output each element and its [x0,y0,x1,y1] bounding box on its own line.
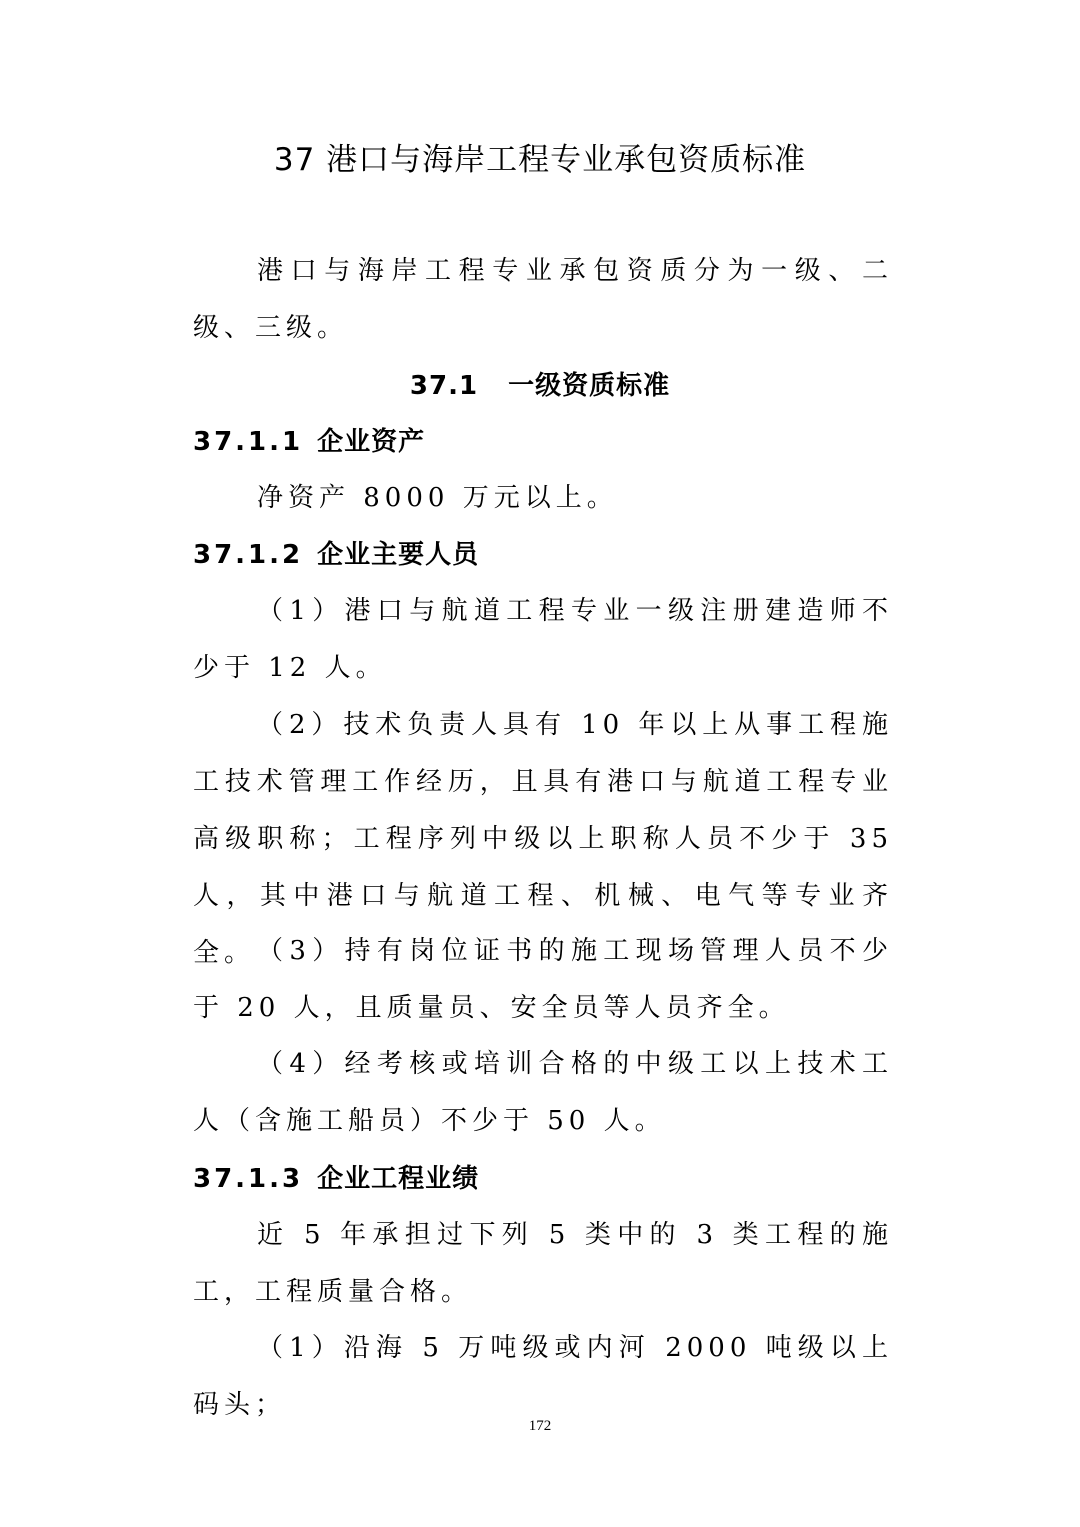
subsection-number: 37.1.3 [193,1164,304,1194]
page-number: 172 [528,1418,552,1434]
subsection-number: 37.1.1 [193,427,304,457]
page-title: 37 港口与海岸工程专业承包资质标准 [273,142,807,178]
section-title: 一级资质标准 [508,371,671,401]
paragraph: 净资产 8000 万元以上。 [257,483,618,513]
paragraph: （4）经考核或培训合格的中级工以上技术工人（含施工船员）不少于 50 人。 [193,1049,893,1136]
paragraph: （2）技术负责人具有 10 年以上从事工程施工技术管理工作经历，且具有港口与航道工程专业高级职称；工程序列中级以上职称人员不少于 35 人，其中港口与航道工程、机械、电气等专业齐全。 [193,710,893,968]
subsection-number: 37.1.2 [193,540,304,570]
intro-paragraph: 港口与海岸工程专业承包资质分为一级、二级、三级。 [193,256,893,343]
paragraph: 近 5 年承担过下列 5 类中的 3 类工程的施工，工程质量合格。 [193,1220,893,1307]
subsection-heading-assets [193,420,893,464]
subsection-heading-personnel [193,533,893,577]
paragraph: （1）沿海 5 万吨级或内河 2000 吨级以上码头； [193,1333,893,1420]
subsection-title: 企业资产 [317,427,426,457]
subsection-title: 企业工程业绩 [317,1164,480,1194]
paragraph: （3）持有岗位证书的施工现场管理人员不少于 20 人，且质量员、安全员等人员齐全。 [193,936,893,1023]
paragraph: （1）港口与航道工程专业一级注册建造师不少于 12 人。 [193,596,893,683]
section-heading [0,364,1080,408]
section-number: 37.1 [409,371,479,401]
subsection-heading-performance [193,1157,893,1201]
subsection-title: 企业主要人员 [317,540,480,570]
